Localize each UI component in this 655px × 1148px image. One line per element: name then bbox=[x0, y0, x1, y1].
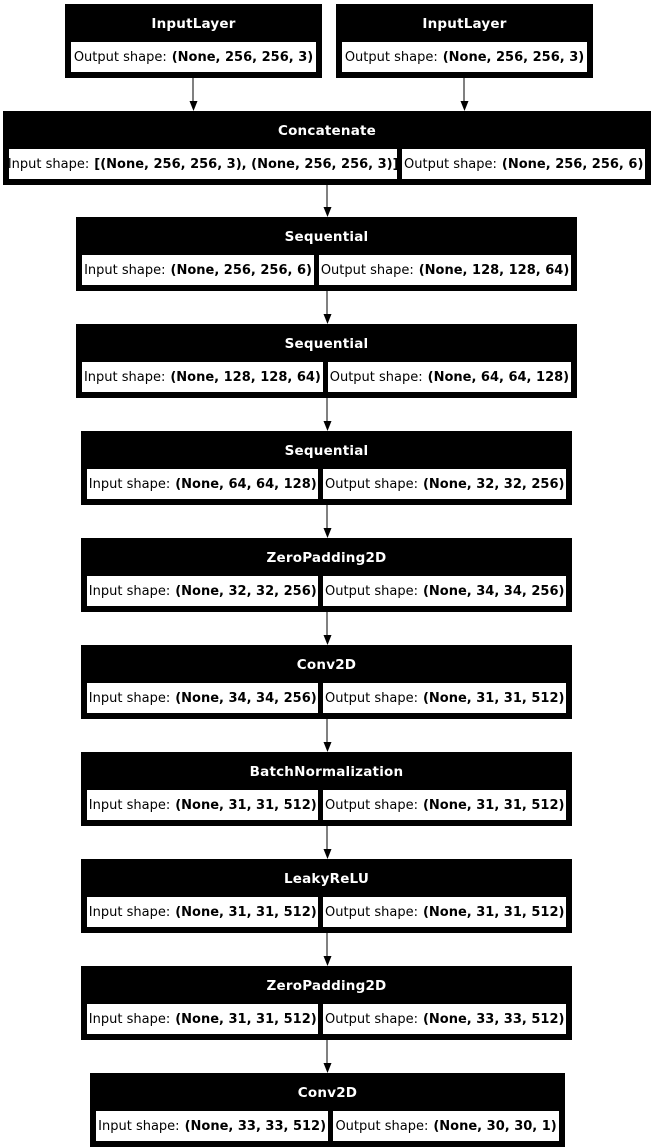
edge-line bbox=[326, 505, 328, 528]
input-shape-cell bbox=[87, 683, 318, 713]
shape-cells bbox=[342, 42, 587, 72]
output-shape-label: Output shape: bbox=[325, 904, 418, 920]
edge-arrow-sequential2-to-sequential3 bbox=[322, 398, 333, 431]
output-shape-label: Output shape: bbox=[329, 369, 423, 385]
edge-arrow-input1-to-concatenate bbox=[188, 78, 199, 111]
output-shape-cell bbox=[323, 1004, 566, 1034]
output-shape-cell bbox=[323, 576, 566, 606]
arrowhead-icon bbox=[323, 742, 331, 752]
edge-line bbox=[192, 78, 194, 101]
edge-line bbox=[326, 291, 328, 314]
arrowhead-icon bbox=[323, 207, 331, 217]
input-shape-cell bbox=[87, 897, 318, 927]
node-input-layer-1 bbox=[65, 4, 322, 78]
node-sequential-2 bbox=[76, 324, 577, 398]
input-shape-value: (None, 128, 128, 64) bbox=[170, 369, 321, 385]
edge-line bbox=[326, 612, 328, 635]
edge-line bbox=[463, 78, 465, 101]
edge-arrow-sequential3-to-zeropadding1 bbox=[322, 505, 333, 538]
output-shape-cell bbox=[323, 790, 566, 820]
layer-title: Sequential bbox=[284, 335, 369, 352]
input-shape-value: (None, 34, 34, 256) bbox=[175, 690, 317, 706]
edge-arrow-input2-to-concatenate bbox=[459, 78, 470, 111]
input-shape-label: Input shape: bbox=[84, 262, 166, 278]
arrowhead-icon bbox=[323, 528, 331, 538]
output-shape-label: Output shape: bbox=[325, 690, 418, 706]
edge-arrow-leakyrelu-to-zeropadding2 bbox=[322, 933, 333, 966]
layer-title: Conv2D bbox=[296, 656, 357, 673]
node-zero-padding2d-2 bbox=[81, 966, 572, 1040]
input-shape-label: Input shape: bbox=[7, 156, 90, 172]
layer-title: LeakyReLU bbox=[283, 870, 370, 887]
arrowhead-icon bbox=[323, 956, 331, 966]
output-shape-value: (None, 32, 32, 256) bbox=[422, 476, 565, 492]
arrowhead-icon bbox=[323, 421, 331, 431]
shape-cells bbox=[9, 149, 645, 179]
output-shape-value: (None, 256, 256, 3) bbox=[442, 49, 585, 65]
edge-line bbox=[326, 933, 328, 956]
input-shape-value: (None, 64, 64, 128) bbox=[175, 476, 317, 492]
edge-arrow-concatenate-to-sequential1 bbox=[322, 185, 333, 217]
output-shape-value: (None, 30, 30, 1) bbox=[433, 1118, 557, 1134]
output-shape-value: (None, 34, 34, 256) bbox=[422, 583, 565, 599]
layer-title: Sequential bbox=[284, 442, 369, 459]
input-shape-label: Input shape: bbox=[88, 476, 171, 492]
edge-arrow-sequential1-to-sequential2 bbox=[322, 291, 333, 324]
edge-line bbox=[326, 398, 328, 421]
output-shape-label: Output shape: bbox=[325, 476, 418, 492]
input-shape-cell bbox=[96, 1111, 328, 1141]
output-shape-cell bbox=[71, 42, 316, 72]
output-shape-cell bbox=[333, 1111, 559, 1141]
shape-cells bbox=[87, 1004, 566, 1034]
shape-cells bbox=[82, 362, 571, 392]
shape-cells bbox=[82, 255, 571, 285]
output-shape-value: (None, 256, 256, 3) bbox=[171, 49, 314, 65]
edge-arrow-conv2d1-to-batchnorm bbox=[322, 719, 333, 752]
node-sequential-1 bbox=[76, 217, 577, 291]
input-shape-label: Input shape: bbox=[98, 1118, 180, 1134]
output-shape-cell bbox=[323, 897, 566, 927]
arrowhead-icon bbox=[323, 635, 331, 645]
shape-cells bbox=[87, 897, 566, 927]
output-shape-value: (None, 64, 64, 128) bbox=[427, 369, 570, 385]
input-shape-cell bbox=[87, 1004, 318, 1034]
edge-line bbox=[326, 1040, 328, 1063]
input-shape-value: (None, 256, 256, 6) bbox=[170, 262, 312, 278]
edge-arrow-zeropadding2-to-conv2d2 bbox=[322, 1040, 333, 1073]
layer-title: ZeroPadding2D bbox=[266, 977, 387, 994]
output-shape-value: (None, 31, 31, 512) bbox=[422, 690, 565, 706]
output-shape-value: (None, 33, 33, 512) bbox=[422, 1011, 565, 1027]
node-input-layer-2 bbox=[336, 4, 593, 78]
edge-line bbox=[326, 826, 328, 849]
shape-cells bbox=[87, 576, 566, 606]
output-shape-label: Output shape: bbox=[320, 262, 414, 278]
input-shape-label: Input shape: bbox=[88, 797, 171, 813]
output-shape-cell bbox=[323, 469, 566, 499]
input-shape-cell bbox=[9, 149, 397, 179]
shape-cells bbox=[87, 683, 566, 713]
node-sequential-3 bbox=[81, 431, 572, 505]
input-shape-label: Input shape: bbox=[88, 583, 171, 599]
layer-title: InputLayer bbox=[151, 15, 236, 32]
input-shape-label: Input shape: bbox=[88, 690, 171, 706]
input-shape-cell bbox=[87, 790, 318, 820]
node-conv2d-2 bbox=[90, 1073, 565, 1147]
output-shape-value: (None, 31, 31, 512) bbox=[422, 904, 565, 920]
edge-arrow-zeropadding1-to-conv2d1 bbox=[322, 612, 333, 645]
input-shape-label: Input shape: bbox=[88, 1011, 171, 1027]
edge-arrow-batchnorm-to-leakyrelu bbox=[322, 826, 333, 859]
node-concatenate bbox=[3, 111, 651, 185]
node-batch-normalization bbox=[81, 752, 572, 826]
output-shape-value: (None, 31, 31, 512) bbox=[422, 797, 565, 813]
layer-title: Sequential bbox=[284, 228, 369, 245]
output-shape-label: Output shape: bbox=[335, 1118, 429, 1134]
arrowhead-icon bbox=[323, 1063, 331, 1073]
output-shape-value: (None, 256, 256, 6) bbox=[501, 156, 644, 172]
edge-line bbox=[326, 719, 328, 742]
input-shape-value: (None, 32, 32, 256) bbox=[175, 583, 317, 599]
node-zero-padding2d-1 bbox=[81, 538, 572, 612]
input-shape-value: [(None, 256, 256, 3), (None, 256, 256, 3)] bbox=[94, 156, 399, 172]
input-shape-value: (None, 31, 31, 512) bbox=[175, 797, 317, 813]
output-shape-cell bbox=[342, 42, 587, 72]
arrowhead-icon bbox=[323, 314, 331, 324]
layer-title: BatchNormalization bbox=[249, 763, 404, 780]
arrowhead-icon bbox=[460, 101, 468, 111]
node-conv2d-1 bbox=[81, 645, 572, 719]
output-shape-cell bbox=[323, 683, 566, 713]
input-shape-value: (None, 31, 31, 512) bbox=[175, 1011, 317, 1027]
output-shape-label: Output shape: bbox=[325, 797, 418, 813]
output-shape-label: Output shape: bbox=[325, 1011, 418, 1027]
output-shape-cell bbox=[402, 149, 645, 179]
layer-title: ZeroPadding2D bbox=[266, 549, 387, 566]
arrowhead-icon bbox=[323, 849, 331, 859]
shape-cells bbox=[71, 42, 316, 72]
output-shape-value: (None, 128, 128, 64) bbox=[418, 262, 570, 278]
output-shape-label: Output shape: bbox=[344, 49, 438, 65]
layer-title: Concatenate bbox=[277, 122, 377, 139]
input-shape-value: (None, 31, 31, 512) bbox=[175, 904, 317, 920]
output-shape-label: Output shape: bbox=[73, 49, 167, 65]
input-shape-value: (None, 33, 33, 512) bbox=[184, 1118, 327, 1134]
output-shape-cell bbox=[319, 255, 571, 285]
output-shape-label: Output shape: bbox=[325, 583, 418, 599]
layer-title: InputLayer bbox=[422, 15, 507, 32]
output-shape-cell bbox=[328, 362, 571, 392]
input-shape-cell bbox=[82, 255, 314, 285]
output-shape-label: Output shape: bbox=[404, 156, 497, 172]
input-shape-cell bbox=[87, 469, 318, 499]
input-shape-cell bbox=[87, 576, 318, 606]
layer-title: Conv2D bbox=[297, 1084, 358, 1101]
input-shape-cell bbox=[82, 362, 323, 392]
arrowhead-icon bbox=[189, 101, 197, 111]
shape-cells bbox=[87, 469, 566, 499]
node-leaky-relu bbox=[81, 859, 572, 933]
input-shape-label: Input shape: bbox=[83, 369, 166, 385]
input-shape-label: Input shape: bbox=[88, 904, 171, 920]
shape-cells bbox=[96, 1111, 559, 1141]
shape-cells bbox=[87, 790, 566, 820]
edge-line bbox=[326, 185, 328, 207]
